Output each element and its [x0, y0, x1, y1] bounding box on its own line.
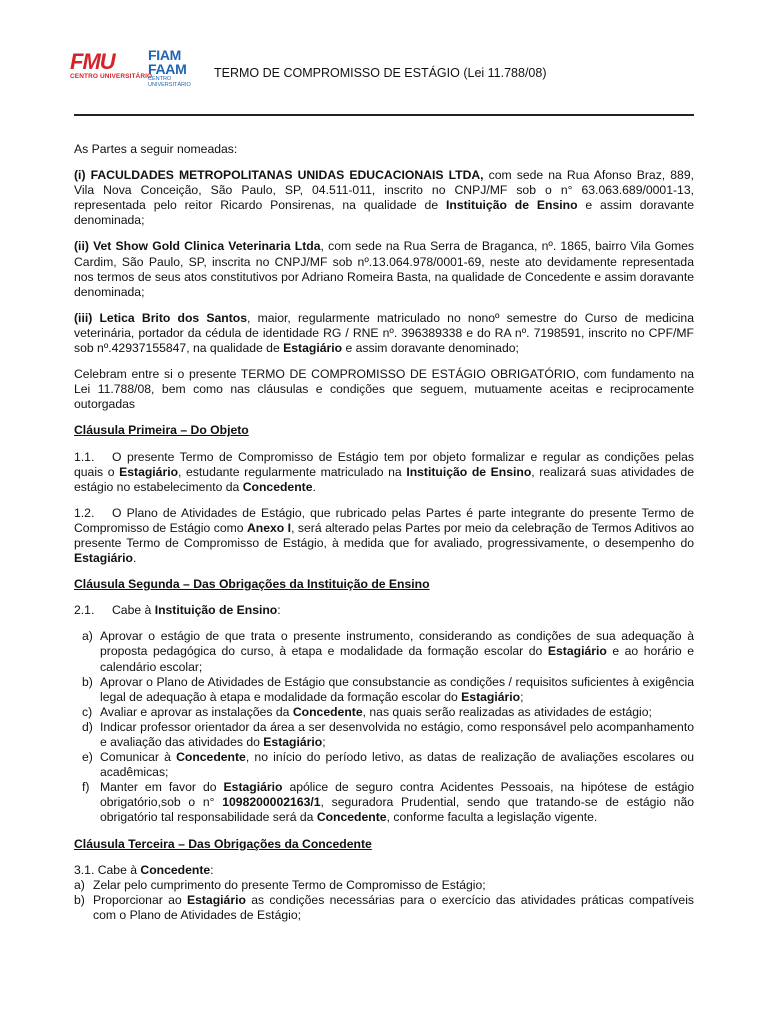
fmu-logo-text: FMU [70, 49, 115, 74]
list-item: d) Indicar professor orientador da área a ser desenvolvida no estágio, como responsável pelo acompanhamento e avaliação das atividades do Estagiário; [82, 719, 694, 749]
faam-logo-subtitle: CENTRO UNIVERSITÁRIO [148, 76, 191, 88]
clause-2-obligations-list [74, 629, 694, 825]
party-2-name: (ii) Vet Show Gold Clinica Veterinaria Ltda [74, 239, 321, 254]
list-item: a) Aprovar o estágio de que trata o presente instrumento, considerando as condições de sua adequação à proposta pedagógica do curso, à etapa e modalidade da formação escolar do Estagiário e ao horário e calendário escolar; [82, 629, 694, 674]
fmu-logo-subtitle: CENTRO UNIVERSITÁRIO [70, 73, 153, 80]
party-3-name: (iii) Letica Brito dos Santos [74, 310, 248, 325]
party-3-paragraph: (iii) Letica Brito dos Santos, maior, regularmente matriculado no nonoº semestre do Curso de medicina veterinária, portador da cédula de identidade RG / RNE nº. 396389338 e do RA nº. 7198591, inscrito no CPF/MF sob nº.42937155847, na qualidade de Estagiário e assim doravante denominado; [74, 310, 694, 356]
list-item: c) Avaliar e aprovar as instalações da Concedente, nas quais serão realizadas as atividades de estágio; [82, 704, 652, 719]
clause-3-obligations-list [74, 878, 694, 923]
party-2-paragraph: (ii) Vet Show Gold Clinica Veterinaria Ltda, com sede na Rua Serra de Braganca, nº. 1865, bairro Vila Gomes Cardim, São Paulo, SP, inscrita no CNPJ/MF sob nº.13.064.978/0001-69, neste ato devidamente representada nos termos de seus atos constitutivos por Adriano Romeira Basta, na qualidade de Concedente e assim doravante denominada; [74, 239, 694, 299]
list-item: f) Manter em favor do Estagiário apólice de seguro contra Acidentes Pessoais, na hipótese de estágio obrigatório,sob o n° 1098200002163/1, seguradora Prudential, sendo que tratando-se de estágio não obrigatório tal responsabilidade será da Concedente, conforme faculta a legislação vigente. [82, 780, 695, 825]
list-item: b) Proporcionar ao Estagiário as condições necessárias para o exercício das atividades práticas compatíveis com o Plano de Atividades de Estágio; [74, 892, 695, 922]
clause-3-1-intro: 3.1. Cabe à Concedente: [74, 862, 214, 877]
party-1-paragraph: (i) FACULDADES METROPOLITANAS UNIDAS EDUCACIONAIS LTDA, com sede na Rua Afonso Braz, 889, Vila Nova Conceição, São Paulo, SP, 04.511-011, inscrito no CNPJ/MF sob o n° 63.063.689/0001-13, representada pelo reitor Ricardo Ponsirenas, na qualidade de Instituição de Ensino e assim doravante denominada; [74, 168, 694, 228]
fiam-logo-text: FIAM [148, 47, 182, 63]
list-item: e) Comunicar à Concedente, no início do período letivo, as datas de realização de avaliações escolares ou acadêmicas; [82, 750, 694, 780]
party-1-name: (i) FACULDADES METROPOLITANAS UNIDAS EDUCACIONAIS LTDA, [74, 168, 484, 183]
document-header [68, 48, 696, 88]
list-item: b) Aprovar o Plano de Atividades de Estágio que consubstancie as condições / requisitos suficientes à exigência legal de adequação à etapa e modalidade da formação escolar do Estagiário; [82, 674, 694, 704]
clause-1-heading: Cláusula Primeira – Do Objeto [74, 423, 249, 438]
faam-logo-text: FAAM [148, 61, 187, 77]
fmu-fiam-faam-logo [68, 48, 208, 86]
clause-1-1-paragraph: 1.1. O presente Termo de Compromisso de Estágio tem por objeto formalizar e regular as condições pelas quais o Estagiário, estudante regularmente matriculado na Instituição de Ensino, realizará suas atividades de estágio no estabelecimento da Concedente. [74, 449, 694, 494]
document-title: TERMO DE COMPROMISSO DE ESTÁGIO (Lei 11.788/08) [214, 66, 547, 80]
document-body [74, 142, 694, 923]
intro-paragraph: As Partes a seguir nomeadas: [74, 142, 238, 156]
list-item: a) Zelar pelo cumprimento do presente Termo de Compromisso de Estágio; [74, 877, 486, 892]
clause-1-2-paragraph: 1.2. O Plano de Atividades de Estágio, que rubricado pelas Partes é parte integrante do presente Termo de Compromisso de Estágio como Anexo I, será alterado pelas Partes por meio da celebração de Termos Aditivos ao presente Termo de Compromisso de Estágio, à medida que for avaliado, progressivamente, o desempenho do Estagiário. [74, 505, 695, 566]
clause-2-heading: Cláusula Segunda – Das Obrigações da Instituição de Ensino [74, 577, 430, 592]
celebram-paragraph: Celebram entre si o presente TERMO DE COMPROMISSO DE ESTÁGIO OBRIGATÓRIO, com fundamento na Lei 11.788/08, bem como nas cláusulas e condições que seguem, mutuamente aceitas e reciprocamente outorgadas [74, 367, 694, 412]
header-divider [74, 114, 694, 116]
clause-3-heading: Cláusula Terceira – Das Obrigações da Concedente [74, 836, 372, 851]
clause-2-1-intro: 2.1. Cabe à Instituição de Ensino: [74, 603, 281, 618]
